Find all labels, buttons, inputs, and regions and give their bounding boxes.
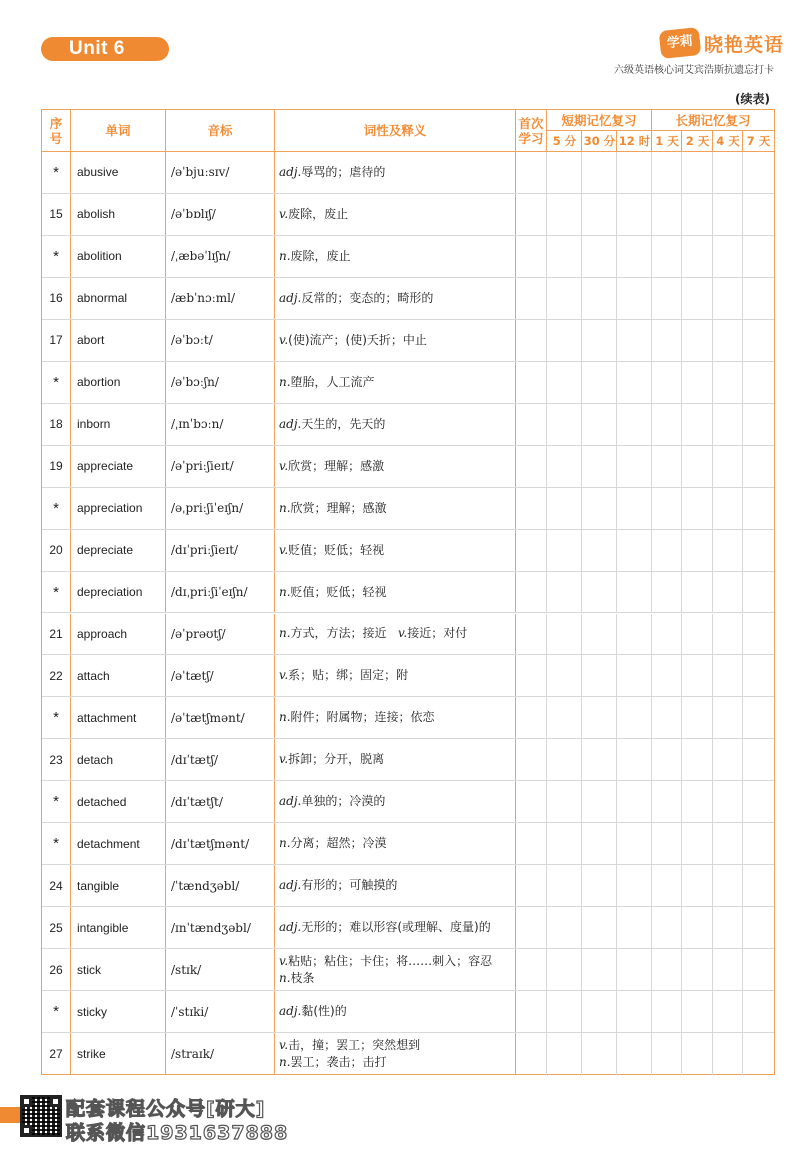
row-definition xyxy=(279,739,517,780)
table-row xyxy=(42,362,774,404)
meaning: 附件；附属物；连接；依恋 xyxy=(290,710,435,725)
row-definition xyxy=(279,152,517,193)
part-of-speech: adj. xyxy=(279,416,302,431)
row-phonetic: /dɪˌpriːʃiˈeɪʃn/ xyxy=(171,585,248,599)
row-phonetic: /dɪˈpriːʃieɪt/ xyxy=(171,543,239,558)
header-short-term: 短期记忆复习 xyxy=(561,112,637,128)
meaning: 枝条 xyxy=(290,970,315,985)
row-word: abusive xyxy=(77,165,119,180)
row-number: 19 xyxy=(49,459,63,474)
row-phonetic: /dɪˈtætʃt/ xyxy=(171,794,223,809)
table-row xyxy=(42,655,774,697)
row-number: 17 xyxy=(49,333,63,348)
row-word: detached xyxy=(77,794,127,809)
qr-code-icon xyxy=(20,1095,62,1137)
row-number: * xyxy=(53,709,59,727)
row-number: 18 xyxy=(49,417,63,432)
row-definition xyxy=(279,530,517,571)
part-of-speech: v. xyxy=(279,542,289,557)
row-number: 27 xyxy=(49,1047,63,1061)
meaning: 黏(性)的 xyxy=(301,1004,347,1019)
vocab-table xyxy=(41,109,775,1075)
continued-label: (续表) xyxy=(735,92,770,106)
row-phonetic: /ˌæbəˈlɪʃn/ xyxy=(171,249,231,264)
table-row xyxy=(42,194,774,236)
row-number: * xyxy=(53,793,59,811)
part-of-speech: adj. xyxy=(279,878,302,893)
meaning: (使)流产；(使)夭折；中止 xyxy=(288,332,427,347)
header-review-col: 7 天 xyxy=(746,133,771,148)
row-phonetic: /ɪnˈtændʒəbl/ xyxy=(171,920,251,935)
header-word: 单词 xyxy=(105,123,131,138)
table-body xyxy=(41,152,775,1075)
row-word: stick xyxy=(77,962,101,977)
row-word: abort xyxy=(77,333,105,348)
meaning: 单独的；冷漠的 xyxy=(301,794,386,809)
row-definition xyxy=(279,404,517,445)
table-row xyxy=(42,236,774,278)
meaning: 堕胎，人工流产 xyxy=(290,374,375,389)
brand xyxy=(660,28,784,58)
row-definition xyxy=(279,949,517,990)
row-word: appreciation xyxy=(77,501,143,516)
row-number: * xyxy=(53,1003,59,1021)
table-row xyxy=(42,446,774,488)
meaning: 无形的；难以形容(或理解、度量)的 xyxy=(301,920,491,935)
table-row xyxy=(42,823,774,865)
part-of-speech: n. xyxy=(279,626,291,641)
meaning: 辱骂的；虐待的 xyxy=(301,164,386,179)
row-number: 20 xyxy=(49,543,63,558)
row-word: inborn xyxy=(77,417,111,432)
header-review-col: 30 分 xyxy=(583,133,616,148)
meaning: 分离；超然；冷漠 xyxy=(290,836,387,851)
row-definition xyxy=(279,781,517,822)
row-definition xyxy=(279,655,517,696)
row-number: * xyxy=(53,835,59,853)
row-phonetic: /əˈprəʊtʃ/ xyxy=(171,626,226,641)
table-row xyxy=(42,488,774,530)
row-phonetic: /stɪk/ xyxy=(171,962,202,977)
part-of-speech: n. xyxy=(279,1055,291,1069)
header-review-col: 1 天 xyxy=(655,133,679,148)
meaning: 废除，废止 xyxy=(290,248,351,263)
table-row xyxy=(42,1033,774,1075)
row-definition xyxy=(279,362,517,403)
brand-name: 晓艳英语 xyxy=(704,33,785,56)
meaning: 击，撞；罢工；突然想到 xyxy=(288,1038,421,1052)
meaning: 系；贴；绑；固定；附 xyxy=(288,668,409,683)
row-word: appreciate xyxy=(77,459,134,474)
row-phonetic: /əˈbjuːsɪv/ xyxy=(171,165,230,180)
part-of-speech: v. xyxy=(398,626,408,641)
part-of-speech: v. xyxy=(279,1038,289,1052)
part-of-speech: n. xyxy=(279,970,291,985)
row-phonetic: /dɪˈtætʃmənt/ xyxy=(171,836,250,851)
row-number: 24 xyxy=(49,878,63,893)
part-of-speech: n. xyxy=(279,584,291,599)
row-definition xyxy=(279,907,517,948)
row-definition xyxy=(279,823,517,864)
part-of-speech: v. xyxy=(279,332,289,347)
row-word: abolition xyxy=(77,249,122,264)
meaning: 贬值；贬低；轻视 xyxy=(288,542,385,557)
row-word: detach xyxy=(77,752,114,767)
row-definition xyxy=(279,697,517,738)
part-of-speech: n. xyxy=(279,374,291,389)
row-word: tangible xyxy=(77,878,120,893)
table-row xyxy=(42,404,774,446)
table-row xyxy=(42,739,774,781)
part-of-speech: v. xyxy=(279,953,289,968)
table-row xyxy=(42,781,774,823)
header-ipa: 音标 xyxy=(207,123,233,138)
row-definition xyxy=(279,236,517,277)
row-phonetic: /əˈtætʃ/ xyxy=(171,668,214,683)
table-row xyxy=(42,614,774,656)
row-definition xyxy=(279,991,517,1032)
row-word: sticky xyxy=(77,1004,107,1019)
row-number: 23 xyxy=(49,752,63,767)
table-row xyxy=(42,278,774,320)
row-word: abnormal xyxy=(77,291,128,306)
part-of-speech: adj. xyxy=(279,164,302,179)
row-definition xyxy=(279,614,517,655)
header-review-col: 4 天 xyxy=(716,133,740,148)
header-review-col: 12 时 xyxy=(618,133,651,148)
meaning: 反常的；变态的；畸形的 xyxy=(301,290,434,305)
series-title: 六级英语核心词艾宾浩斯抗遗忘打卡 xyxy=(614,65,774,76)
table-row xyxy=(42,907,774,949)
row-phonetic: /æbˈnɔːml/ xyxy=(171,291,236,306)
part-of-speech: adj. xyxy=(279,794,302,809)
row-number: * xyxy=(53,373,59,391)
meaning: 粘贴；粘住；卡住；将……刺入；容忍 xyxy=(288,953,493,968)
promo-line-1: 配套课程公众号[研大] xyxy=(66,1098,266,1120)
part-of-speech: v. xyxy=(279,458,289,473)
footer-accent-bar xyxy=(0,1107,20,1123)
part-of-speech: v. xyxy=(279,206,289,221)
table-row xyxy=(42,152,774,194)
table-row xyxy=(42,949,774,991)
meaning: 有形的；可触摸的 xyxy=(301,878,398,893)
part-of-speech: adj. xyxy=(279,920,302,935)
row-phonetic: /dɪˈtætʃ/ xyxy=(171,752,219,767)
row-word: abortion xyxy=(77,375,121,390)
table-row xyxy=(42,865,774,907)
part-of-speech: n. xyxy=(279,710,291,725)
header-def: 词性及释义 xyxy=(363,123,427,138)
row-word: approach xyxy=(77,626,128,641)
meaning: 天生的，先天的 xyxy=(301,416,386,431)
row-phonetic: /ˌɪnˈbɔːn/ xyxy=(171,417,224,432)
row-definition xyxy=(279,320,517,361)
unit-label: Unit 6 xyxy=(41,37,169,61)
row-word: strike xyxy=(77,1047,106,1061)
part-of-speech: n. xyxy=(279,836,291,851)
meaning: 废除，废止 xyxy=(288,206,349,221)
row-definition xyxy=(279,446,517,487)
meaning: 欣赏；理解；感激 xyxy=(288,458,385,473)
table-row xyxy=(42,530,774,572)
row-word: abolish xyxy=(77,207,116,222)
row-word: detachment xyxy=(77,836,140,851)
header-long-term: 长期记忆复习 xyxy=(675,112,751,128)
header-num: 序号 xyxy=(49,115,63,146)
part-of-speech: adj. xyxy=(279,1004,302,1019)
row-number: * xyxy=(53,247,59,265)
row-number: * xyxy=(53,583,59,601)
row-phonetic: /əˈbɔːt/ xyxy=(171,333,213,348)
row-number: 21 xyxy=(49,626,63,641)
row-definition xyxy=(279,488,517,529)
table-row xyxy=(42,320,774,362)
part-of-speech: n. xyxy=(279,500,291,515)
row-word: attach xyxy=(77,668,110,683)
header-review-col: 2 天 xyxy=(685,133,710,148)
row-word: attachment xyxy=(77,710,137,725)
header-first-study: 首次学习 xyxy=(518,115,544,146)
table-header xyxy=(41,109,775,152)
table-row xyxy=(42,697,774,739)
meaning: 贬值；贬低；轻视 xyxy=(290,584,387,599)
row-number: 26 xyxy=(49,962,63,977)
meaning: 接近；对付 xyxy=(407,626,468,641)
part-of-speech: adj. xyxy=(279,290,302,305)
part-of-speech: n. xyxy=(279,248,291,263)
row-phonetic: /straɪk/ xyxy=(171,1047,215,1061)
row-phonetic: /əˈtætʃmənt/ xyxy=(171,710,245,725)
row-number: 16 xyxy=(49,291,63,306)
row-word: intangible xyxy=(77,920,129,935)
row-number: 15 xyxy=(49,207,63,222)
row-definition xyxy=(279,194,517,235)
meaning: 拆卸；分开，脱离 xyxy=(288,752,385,767)
brand-logo-icon: 学莉 xyxy=(659,27,702,59)
row-number: * xyxy=(53,163,59,181)
row-phonetic: /əˈbɒlɪʃ/ xyxy=(171,207,216,222)
meaning: 方式，方法；接近 xyxy=(290,626,387,641)
row-definition xyxy=(279,572,517,613)
row-word: depreciation xyxy=(77,585,143,599)
row-number: * xyxy=(53,499,59,517)
header-review-col: 5 分 xyxy=(552,133,577,148)
row-phonetic: /əˈpriːʃieɪt/ xyxy=(171,459,234,474)
row-word: depreciate xyxy=(77,543,134,558)
row-phonetic: /əˈbɔːʃn/ xyxy=(171,375,219,390)
part-of-speech: v. xyxy=(279,752,289,767)
row-definition xyxy=(279,865,517,906)
row-number: 25 xyxy=(49,920,63,935)
row-definition xyxy=(279,278,517,319)
table-row xyxy=(42,572,774,614)
meaning: 罢工；袭击；击打 xyxy=(290,1055,387,1069)
row-phonetic: /ˈstɪki/ xyxy=(171,1004,209,1019)
row-definition xyxy=(279,1033,517,1075)
row-phonetic: /əˌpriːʃiˈeɪʃn/ xyxy=(171,501,244,516)
promo-line-2: 联系微信1931637888 xyxy=(66,1122,289,1144)
row-number: 22 xyxy=(49,668,63,683)
part-of-speech: v. xyxy=(279,668,289,683)
table-row xyxy=(42,991,774,1033)
meaning: 欣赏；理解；感激 xyxy=(290,500,387,515)
row-phonetic: /ˈtændʒəbl/ xyxy=(171,878,240,893)
